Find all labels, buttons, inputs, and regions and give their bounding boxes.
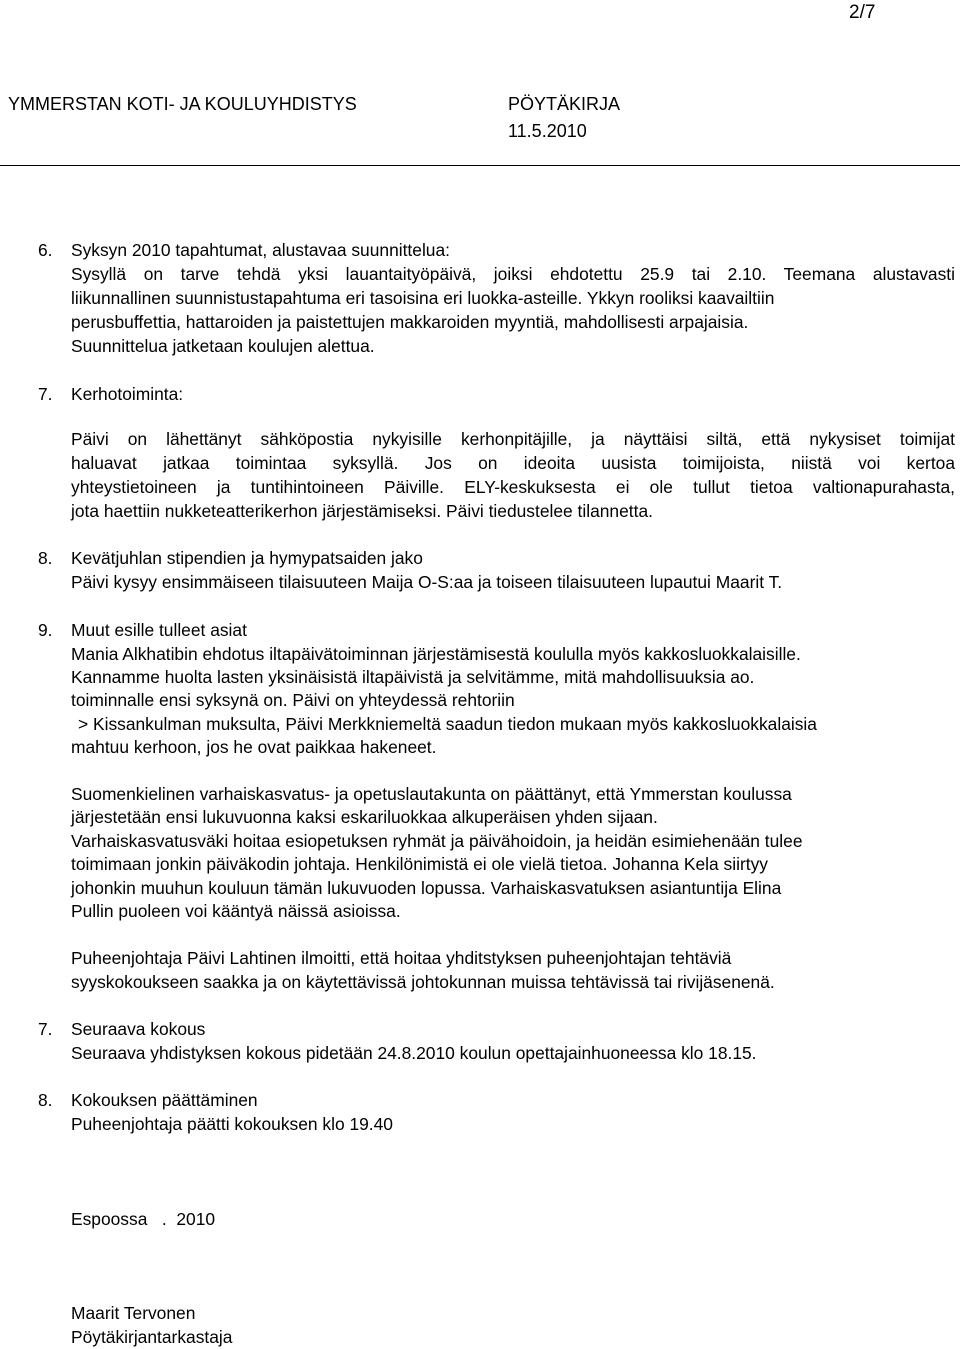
- section-number: 8.: [38, 1090, 53, 1110]
- section-number: 7.: [38, 384, 53, 404]
- place-date: Espoossa . 2010: [71, 1209, 216, 1229]
- text-line: Mania Alkhatibin ehdotus iltapäivätoiminnan järjestämisestä koululla myös kakkosluokkalaisille.: [71, 644, 801, 664]
- text-line: Suomenkielinen varhaiskasvatus- ja opetuslautakunta on päättänyt, että Ymmerstan koulussa: [71, 784, 792, 804]
- text-line: haluavat jatkaa toimintaa syksyllä. Jos on ideoita uusista toimijoista, niistä voi kertoa: [71, 453, 955, 473]
- page-number: 2/7: [849, 2, 876, 23]
- text-line: toimimaan jonkin päiväkodin johtaja. Henkilönimistä ei ole vielä tietoa. Johanna Kela siirtyy: [71, 854, 768, 874]
- text-line: järjestetään ensi lukuvuonna kaksi eskariluokkaa alkuperäisen yhden sijaan.: [71, 807, 658, 827]
- section-number: 9.: [38, 620, 53, 640]
- section-number: 6.: [38, 240, 53, 260]
- text-line: Suunnittelua jatketaan koulujen alettua.: [71, 336, 375, 356]
- section-title: Kerhotoiminta:: [71, 384, 184, 404]
- document-date: 11.5.2010: [508, 121, 587, 141]
- section-title: Syksyn 2010 tapahtumat, alustavaa suunnittelua:: [71, 240, 450, 260]
- text-line: liikunnallinen suunnistustapahtuma eri tasoisina eri luokka-asteille. Ykkyn rooliksi kaavailtiin: [71, 288, 775, 308]
- header-rule: [0, 165, 960, 166]
- text-line: Kannamme huolta lasten yksinäisistä iltapäivistä ja selvitämme, mitä mahdollisuuksia ao.: [71, 667, 755, 687]
- text-line: johonkin muuhun kouluun tämän lukuvuoden lopussa. Varhaiskasvatuksen asiantuntija Elina: [71, 878, 782, 898]
- text-line: Pullin puoleen voi kääntyä näissä asioissa.: [71, 901, 401, 921]
- text-line: Sysyllä on tarve tehdä yksi lauantaityöpäivä, joiksi ehdotettu 25.9 tai 2.10. Teemana alustavasti: [71, 264, 955, 284]
- signer-role: Pöytäkirjantarkastaja: [71, 1327, 233, 1347]
- text-line: Puheenjohtaja päätti kokouksen klo 19.40: [71, 1114, 393, 1134]
- text-line: yhteystietoineen ja tuntihintoineen Päiville. ELY-keskuksesta ei ole tullut tietoa valtionapurahasta,: [71, 477, 955, 497]
- text-line: Puheenjohtaja Päivi Lahtinen ilmoitti, että hoitaa yhditstyksen puheenjohtajan tehtäviä: [71, 948, 732, 968]
- section-title: Kokouksen päättäminen: [71, 1090, 258, 1110]
- text-line: jota haettiin nukketeatterikerhon järjestämiseksi. Päivi tiedustelee tilannetta.: [71, 501, 653, 521]
- text-line: Päivi on lähettänyt sähköpostia nykyisille kerhonpitäjille, ja näyttäisi siltä, että nykysiset toimijat: [71, 429, 955, 449]
- section-title: Seuraava kokous: [71, 1019, 206, 1039]
- section-number: 7.: [38, 1019, 53, 1039]
- text-line: Seuraava yhdistyksen kokous pidetään 24.8.2010 koulun opettajainhuoneessa klo 18.15.: [71, 1043, 757, 1063]
- text-line: > Kissankulman muksulta, Päivi Merkkniemeltä saadun tiedon mukaan myös kakkosluokkalaisia: [78, 714, 817, 734]
- text-line: syyskokoukseen saakka ja on käytettävissä johtokunnan muissa tehtävissä tai rivijäsenenä.: [71, 972, 775, 992]
- signer-name: Maarit Tervonen: [71, 1303, 196, 1323]
- section-title: Kevätjuhlan stipendien ja hymypatsaiden jako: [71, 548, 423, 568]
- organization-name: YMMERSTAN KOTI- JA KOULUYHDISTYS: [8, 94, 357, 114]
- text-line: toiminnalle ensi syksynä on. Päivi on yhteydessä rehtoriin: [71, 690, 515, 710]
- section-title: Muut esille tulleet asiat: [71, 620, 247, 640]
- text-line: Varhaiskasvatusväki hoitaa esiopetuksen ryhmät ja päivähoidoin, ja heidän esimiehenään tulee: [71, 831, 803, 851]
- document-type: PÖYTÄKIRJA: [508, 94, 621, 114]
- text-line: Päivi kysyy ensimmäiseen tilaisuuteen Maija O-S:aa ja toiseen tilaisuuteen lupautui Maarit T.: [71, 572, 783, 592]
- section-number: 8.: [38, 548, 53, 568]
- text-line: mahtuu kerhoon, jos he ovat paikkaa hakeneet.: [71, 737, 437, 757]
- text-line: perusbuffettia, hattaroiden ja paistettujen makkaroiden myyntiä, mahdollisesti arpajaisia.: [71, 312, 749, 332]
